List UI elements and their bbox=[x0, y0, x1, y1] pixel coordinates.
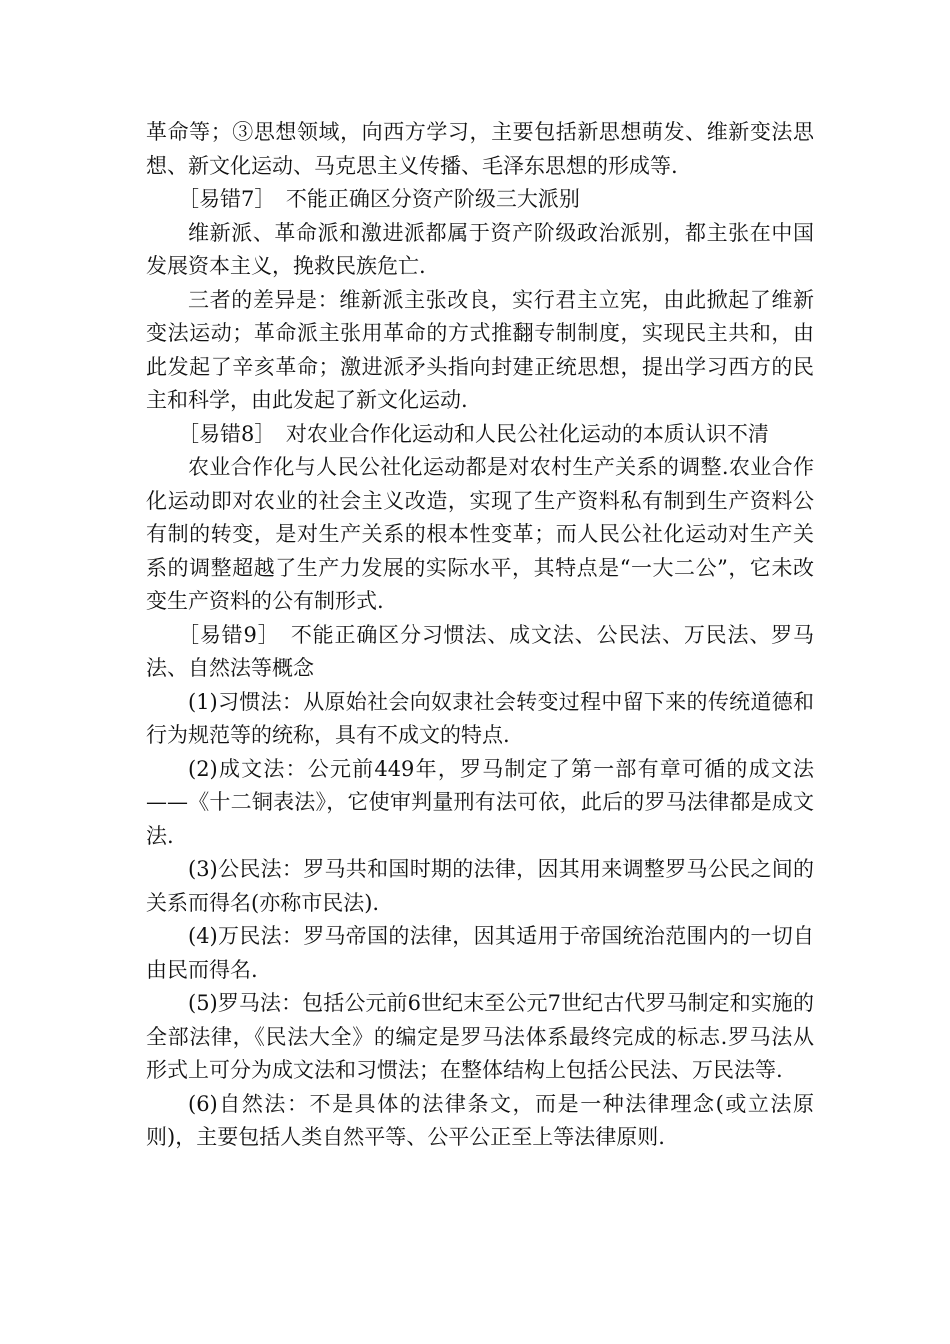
list-item-natural-law: (6)自然法：不是具体的法律条文，而是一种法律理念(或立法原则)，主要包括人类自然平等、公平公正至上等法律原则. bbox=[146, 1091, 814, 1149]
document-body bbox=[146, 116, 814, 1155]
list-item-civil-law: (3)公民法：罗马共和国时期的法律，因其用来调整罗马公民之间的关系而得名(亦称市民法). bbox=[146, 857, 814, 915]
heading-error-8: ［易错8］ 对农业合作化运动和人民公社化运动的本质认识不清 bbox=[178, 421, 769, 446]
paragraph-continuation: 革命等；③思想领域，向西方学习，主要包括新思想萌发、维新变法思想、新文化运动、马克思主义传播、毛泽东思想的形成等. bbox=[146, 120, 814, 178]
paragraph: 农业合作化与人民公社化运动都是对农村生产关系的调整.农业合作化运动即对农业的社会主义改造，实现了生产资料私有制到生产资料公有制的转变，是对生产关系的根本性变革；而人民公社化运动对生产关系的调整超越了生产力发展的实际水平，其特点是“一大二公”，它未改变生产资料的公有制形式. bbox=[146, 455, 814, 613]
list-item-law-of-nations: (4)万民法：罗马帝国的法律，因其适用于帝国统治范围内的一切自由民而得名. bbox=[146, 924, 814, 982]
list-item-customary-law: (1)习惯法：从原始社会向奴隶社会转变过程中留下来的传统道德和行为规范等的统称，具有不成文的特点. bbox=[146, 689, 814, 747]
paragraph: 三者的差异是：维新派主张改良，实行君主立宪，由此掀起了维新变法运动；革命派主张用革命的方式推翻专制制度，实现民主共和，由此发起了辛亥革命；激进派矛头指向封建正统思想，提出学习西方的民主和科学，由此发起了新文化运动. bbox=[146, 287, 814, 412]
paragraph: 维新派、革命派和激进派都属于资产阶级政治派别，都主张在中国发展资本主义，挽救民族危亡. bbox=[146, 220, 814, 278]
heading-error-7: ［易错7］ 不能正确区分资产阶级三大派别 bbox=[178, 187, 580, 211]
heading-error-9: ［易错9］ 不能正确区分习惯法、成文法、公民法、万民法、罗马法、自然法等概念 bbox=[146, 622, 814, 680]
list-item-roman-law: (5)罗马法：包括公元前6世纪末至公元7世纪古代罗马制定和实施的全部法律，《民法大全》的编定是罗马法体系最终完成的标志.罗马法从形式上可分为成文法和习惯法；在整体结构上包括公民法、万民法等. bbox=[146, 991, 814, 1082]
list-item-written-law: (2)成文法：公元前449年，罗马制定了第一部有章可循的成文法——《十二铜表法》，它使审判量刑有法可依，此后的罗马法律都是成文法. bbox=[146, 756, 814, 848]
